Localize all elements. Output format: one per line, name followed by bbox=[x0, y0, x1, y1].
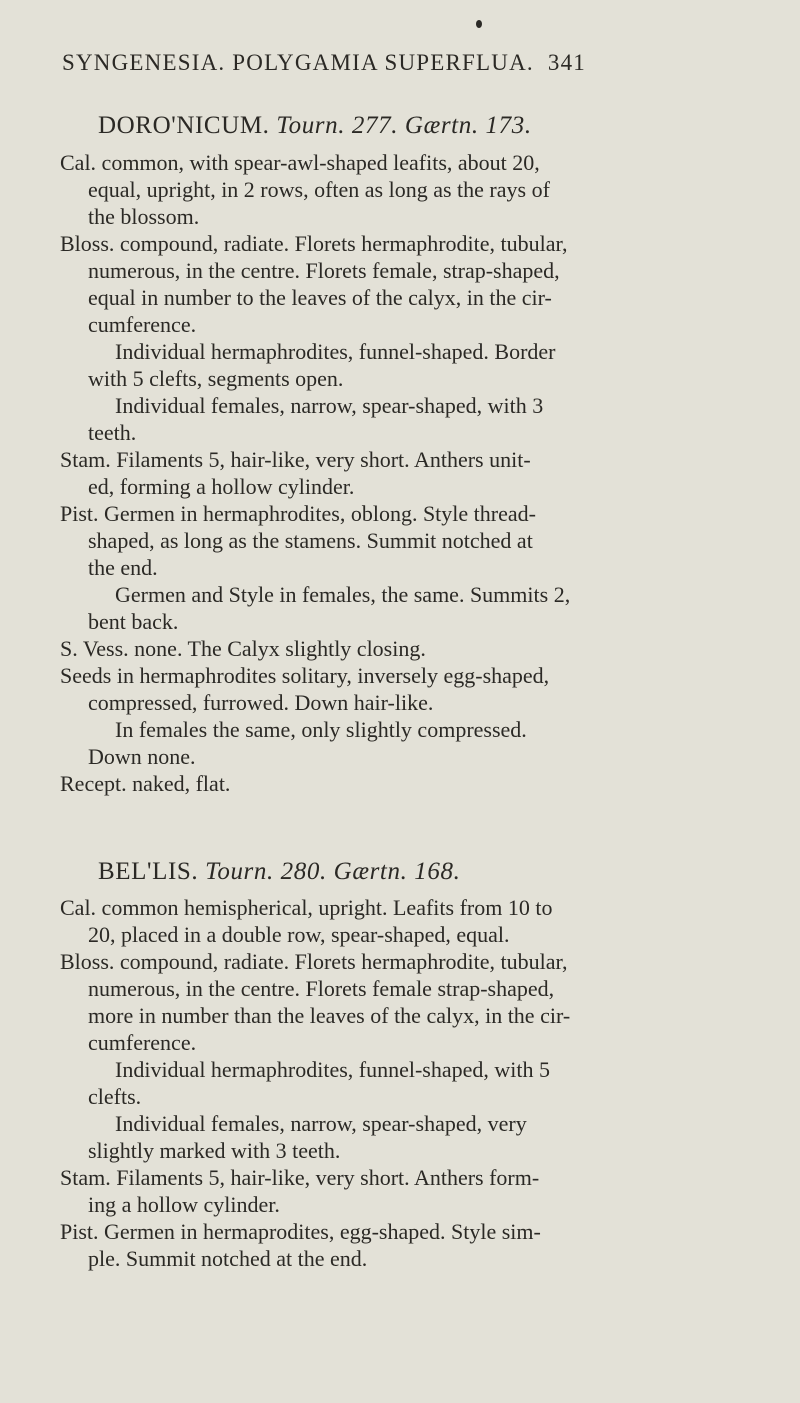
text-line: cumference. bbox=[88, 1030, 197, 1055]
text-line: ing a hollow cylinder. bbox=[88, 1192, 280, 1217]
text-line: ed, forming a hollow cylinder. bbox=[88, 474, 355, 499]
text-line: In females the same, only slightly compressed. bbox=[115, 717, 527, 742]
text-line: more in number than the leaves of the calyx, in the cir- bbox=[88, 1003, 571, 1028]
text-line: 20, placed in a double row, spear-shaped, equal. bbox=[88, 922, 510, 947]
genus-title-bellis bbox=[98, 858, 460, 886]
running-title: SYNGENESIA. POLYGAMIA SUPERFLUA. bbox=[62, 50, 534, 75]
text-line: Pist. Germen in hermaphrodites, oblong. Style thread- bbox=[60, 501, 536, 526]
text-line: ple. Summit notched at the end. bbox=[88, 1246, 368, 1271]
genus-references: Tourn. 277. Gærtn. 173. bbox=[276, 112, 532, 139]
text-line: Cal. common, with spear-awl-shaped leafits, about 20, bbox=[60, 150, 540, 175]
text-line: numerous, in the centre. Florets female strap-shaped, bbox=[88, 976, 555, 1001]
running-header bbox=[62, 50, 782, 76]
text-line: Recept. naked, flat. bbox=[60, 771, 231, 796]
text-line: Individual females, narrow, spear-shaped, with 3 bbox=[115, 393, 544, 418]
text-line: Cal. common hemispherical, upright. Leafits from 10 to bbox=[60, 895, 553, 920]
text-line: equal, upright, in 2 rows, often as long as the rays of bbox=[88, 177, 550, 202]
text-line: clefts. bbox=[88, 1084, 142, 1109]
text-line: with 5 clefts, segments open. bbox=[88, 366, 344, 391]
text-line: the blossom. bbox=[88, 204, 200, 229]
text-line: S. Vess. none. The Calyx slightly closing. bbox=[60, 636, 426, 661]
text-line: shaped, as long as the stamens. Summit notched at bbox=[88, 528, 533, 553]
text-line: Stam. Filaments 5, hair-like, very short. Anthers unit- bbox=[60, 447, 531, 472]
text-line: Pist. Germen in hermaprodites, egg-shaped. Style sim- bbox=[60, 1219, 541, 1244]
text-line: Stam. Filaments 5, hair-like, very short. Anthers form- bbox=[60, 1165, 540, 1190]
text-line: Individual hermaphrodites, funnel-shaped, with 5 bbox=[115, 1057, 551, 1082]
text-line: equal in number to the leaves of the calyx, in the cir- bbox=[88, 285, 552, 310]
text-line: bent back. bbox=[88, 609, 179, 634]
text-line: slightly marked with 3 teeth. bbox=[88, 1138, 341, 1163]
text-line: Germen and Style in females, the same. Summits 2, bbox=[115, 582, 571, 607]
text-line: cumference. bbox=[88, 312, 197, 337]
text-line: numerous, in the centre. Florets female, strap-shaped, bbox=[88, 258, 560, 283]
text-line: Bloss. compound, radiate. Florets hermaphrodite, tubular, bbox=[60, 231, 568, 256]
text-line: Individual females, narrow, spear-shaped, very bbox=[115, 1111, 527, 1136]
text-line: the end. bbox=[88, 555, 158, 580]
text-line: teeth. bbox=[88, 420, 137, 445]
text-line: Down none. bbox=[88, 744, 196, 769]
text-line: compressed, furrowed. Down hair-like. bbox=[88, 690, 434, 715]
genus-name: BEL'LIS. bbox=[98, 858, 199, 885]
text-line: Individual hermaphrodites, funnel-shaped. Border bbox=[115, 339, 556, 364]
text-line: Bloss. compound, radiate. Florets hermaphrodite, tubular, bbox=[60, 949, 568, 974]
text-line: Seeds in hermaphrodites solitary, inversely egg-shaped, bbox=[60, 663, 550, 688]
page-number: 341 bbox=[547, 50, 586, 75]
genus-title-doronicum bbox=[98, 112, 532, 140]
genus-name: DORO'NICUM. bbox=[98, 112, 270, 139]
genus-references: Tourn. 280. Gærtn. 168. bbox=[205, 858, 461, 885]
ink-speck bbox=[476, 20, 482, 28]
